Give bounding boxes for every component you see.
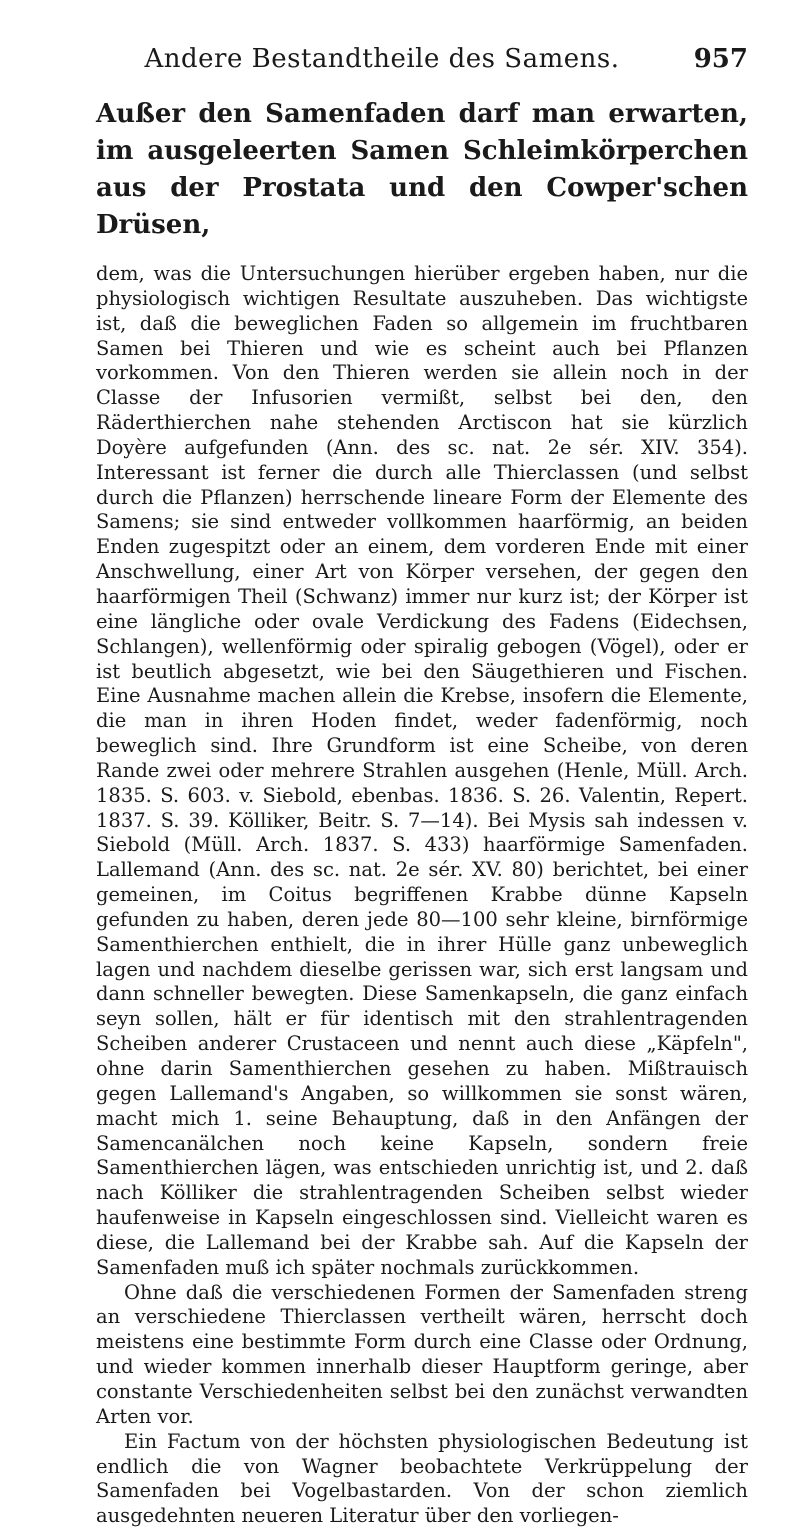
page-header (96, 44, 748, 84)
running-head: Andere Bestandtheile des Samens. (144, 44, 620, 74)
paragraph: dem, was die Untersuchungen hierüber ergeben haben, nur die physiologisch wichtigen Resultate auszuheben. Das wichtigste ist, daß die beweglichen Faden so allgemein im fruchtbaren Samen bei Thieren und wie es scheint auch bei Pflanzen vorkommen. Von den Thieren werden sie allein noch in der Classe der Infusorien vermißt, selbst bei den, den Räderthierchen nahe stehenden Arctiscon hat sie kürzlich Doyère aufgefunden (Ann. des sc. nat. 2e sér. XIV. 354). Interessant ist ferner die durch alle Thierclassen (und selbst durch die Pflanzen) herrschende lineare Form der Elemente des Samens; sie sind entweder vollkommen haarförmig, an beiden Enden zugespitzt oder an einem, dem vorderen Ende mit einer Anschwellung, einer Art von Körper versehen, der gegen den haarförmigen Theil (Schwanz) immer nur kurz ist; der Körper ist eine längliche oder ovale Verdickung des Fadens (Eidechsen, Schlangen), wellenförmig oder spiralig gebogen (Vögel), oder er ist beutlich abgesetzt, wie bei den Säugethieren und Fischen. Eine Ausnahme machen allein die Krebse, insofern die Elemente, die man in ihren Hoden findet, weder fadenförmig, noch beweglich sind. Ihre Grundform ist eine Scheibe, von deren Rande zwei oder mehrere Strahlen ausgehen (Henle, Müll. Arch. 1835. S. 603. v. Siebold, ebenbas. 1836. S. 26. Valentin, Repert. 1837. S. 39. Kölliker, Beitr. S. 7—14). Bei Mysis sah indessen v. Siebold (Müll. Arch. 1837. S. 433) haarförmige Samenfaden. Lallemand (Ann. des sc. nat. 2e sér. XV. 80) berichtet, bei einer gemeinen, im Coitus begriffenen Krabbe dünne Kapseln gefunden zu haben, deren jede 80—100 sehr kleine, birnförmige Samenthierchen enthielt, die in ihrer Hülle ganz unbeweglich lagen und nachdem dieselbe gerissen war, sich erst langsam und dann schneller bewegten. Diese Samenkapseln, die ganz einfach seyn sollen, hält er für identisch mit den strahlentragenden Scheiben anderer Crustaceen und nennt auch diese „Käpfeln", ohne darin Samenthierchen gesehen zu haben. Mißtrauisch gegen Lallemand's Angaben, so willkommen sie sonst wären, macht mich 1. seine Behauptung, daß in den Anfängen der Samencanälchen noch keine Kapseln, sondern freie Samenthierchen lägen, was entschieden unrichtig ist, und 2. daß nach Kölliker die strahlentragenden Scheiben selbst wieder haufenweise in Kapseln eingeschlossen sind. Vielleicht waren es diese, die Lallemand bei der Krabbe sah. Auf die Kapseln der Samenfaden muß ich später nochmals zurückkommen. (96, 262, 748, 1279)
paragraph: Ohne daß die verschiedenen Formen der Samenfaden streng an verschiedene Thierclassen vertheilt wären, herrscht doch meistens eine bestimmte Form durch eine Classe oder Ordnung, und wieder kommen innerhalb dieser Hauptform geringe, aber constante Verschiedenheiten selbst bei den zunächst verwandten Arten vor. (96, 1280, 748, 1428)
section-heading: Außer den Samenfaden darf man erwarten, im ausgeleerten Samen Schleimkörperchen aus der Prostata und den Cowper'schen Drüsen, (96, 99, 748, 240)
paragraph: Ein Factum von der höchsten physiologischen Bedeutung ist endlich die von Wagner beobachtete Verkrüppelung der Samenfaden bei Vogelbastarden. Von der schon ziemlich ausgedehnten neueren Literatur über den vorliegen- (96, 1429, 748, 1528)
body-text (96, 262, 748, 1529)
page-number: 957 (693, 44, 748, 74)
